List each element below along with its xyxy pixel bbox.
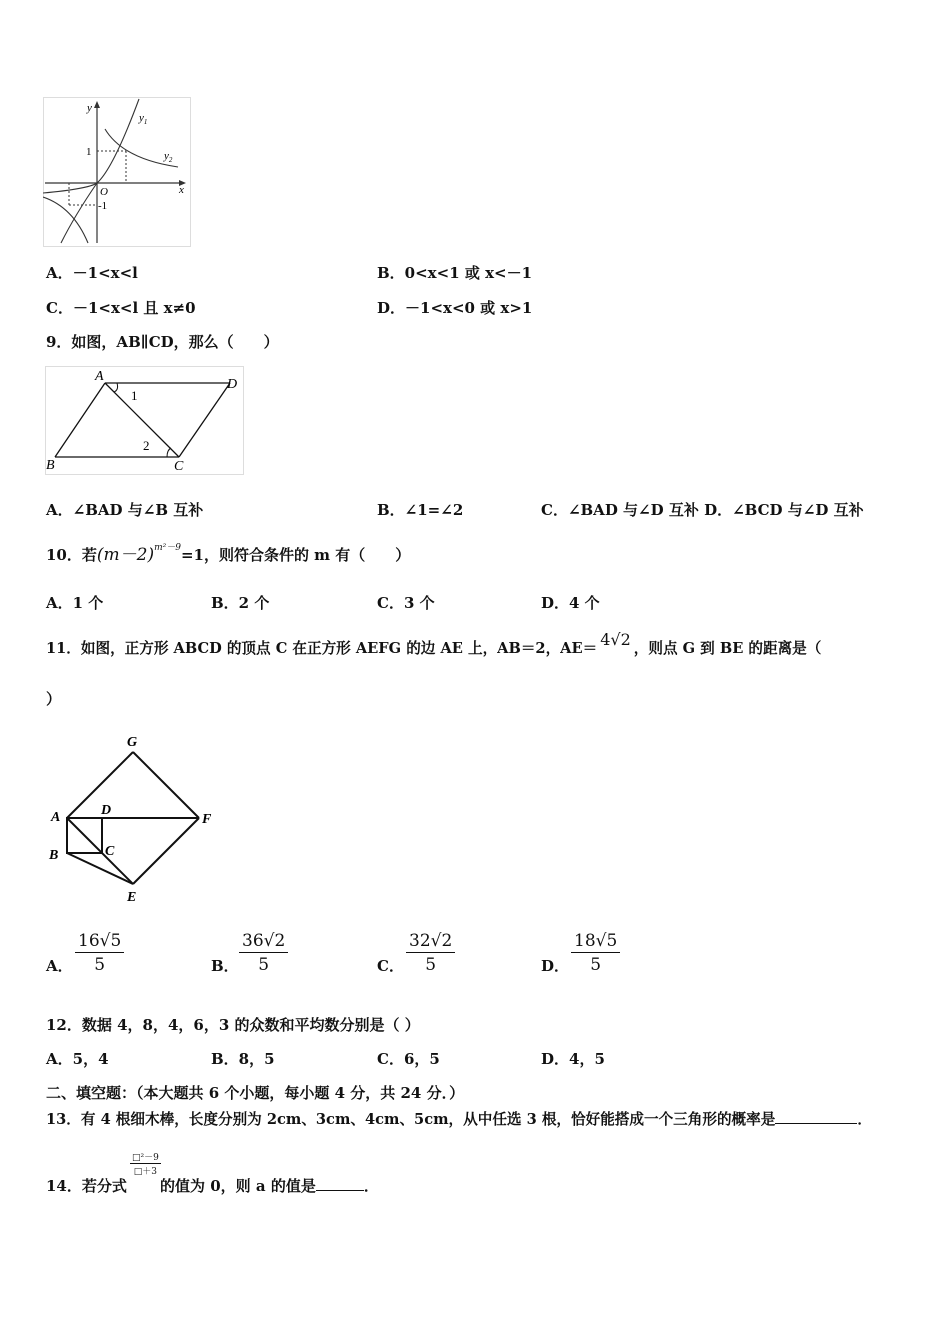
q10-option-a[interactable]: A．1 个 xyxy=(46,594,104,612)
label-angle-2: 2 xyxy=(143,438,150,453)
label-e: E xyxy=(127,890,137,905)
curve-label-y2: $y_2$ xyxy=(164,150,173,164)
q12-option-d[interactable]: D．4，5 xyxy=(541,1050,605,1068)
q11-option-a-numerator: 16√5 xyxy=(75,931,124,953)
q9-parallelogram-figure xyxy=(45,366,245,476)
q12-option-a[interactable]: A．5，4 xyxy=(46,1050,109,1068)
q11-option-b-label[interactable]: B． xyxy=(211,957,239,975)
q14-end: ． xyxy=(363,1177,379,1195)
q9-option-a[interactable]: A．∠BAD 与∠B 互补 xyxy=(46,501,204,519)
q11-option-c-denominator: 5 xyxy=(425,955,437,975)
q8-option-c[interactable]: C．－1<x<l 且 x≠0 xyxy=(46,299,196,317)
q11-option-a-fraction[interactable] xyxy=(75,931,124,975)
label-angle-1: 1 xyxy=(131,388,138,403)
q10-base: (m－2) xyxy=(96,545,155,565)
q11-option-a-denominator: 5 xyxy=(94,955,106,975)
q11-close-paren: ） xyxy=(46,690,62,708)
q14-suffix-line xyxy=(160,1175,379,1196)
label-g: G xyxy=(127,735,138,750)
diagonal-ac xyxy=(105,383,179,457)
q13-answer-blank[interactable] xyxy=(775,1123,857,1124)
square-aefg-ag xyxy=(67,752,133,818)
q12-stem: 12．数据 4，8，4，6，3 的众数和平均数分别是（ ） xyxy=(46,1016,420,1034)
label-a: A xyxy=(95,369,104,384)
label-b: B xyxy=(49,848,59,863)
q10-option-c[interactable]: C．3 个 xyxy=(377,594,435,612)
q10-stem xyxy=(46,540,410,565)
q9-option-cd[interactable]: C．∠BAD 与∠D 互补 D．∠BCD 与∠D 互补 xyxy=(541,501,864,519)
q11-option-d-label[interactable]: D． xyxy=(541,957,570,975)
q10-suffix: =1，则符合条件的 m 有（ ） xyxy=(180,546,411,564)
q11-option-b-denominator: 5 xyxy=(258,955,270,975)
curve-label-y1: $y_1$ xyxy=(139,112,148,126)
q11-option-d-fraction[interactable] xyxy=(571,931,620,975)
label-d: D xyxy=(227,377,238,392)
q14-suffix: 的值为 0，则 a 的值是 xyxy=(160,1177,316,1195)
q11-ae-value: 4√2 xyxy=(600,630,631,649)
y-axis-label: y xyxy=(87,102,92,114)
q11-option-a-label[interactable]: A． xyxy=(46,957,73,975)
square-aefg-gf xyxy=(133,752,199,818)
q11-option-b-numerator: 36√2 xyxy=(239,931,288,953)
q11-option-c-fraction[interactable] xyxy=(406,931,455,975)
segment-cd xyxy=(179,383,230,457)
q9-stem: 9．如图，AB∥CD，那么（ ） xyxy=(46,333,279,351)
q10-option-d[interactable]: D．4 个 xyxy=(541,594,600,612)
label-a: A xyxy=(51,810,61,825)
q11-stem xyxy=(46,630,822,658)
q11-squares-figure xyxy=(45,730,225,905)
q11-stem-end: ，则点 G 到 BE 的距离是（ xyxy=(633,640,822,657)
q11-option-b-fraction[interactable] xyxy=(239,931,288,975)
q11-option-d-numerator: 18√5 xyxy=(571,931,620,953)
square-aefg-fe xyxy=(133,818,199,884)
q11-option-c-label[interactable]: C． xyxy=(377,957,404,975)
segment-ab xyxy=(55,383,105,457)
origin-label: O xyxy=(100,186,108,198)
q8-option-d[interactable]: D．－1<x<0 或 x>1 xyxy=(377,299,533,317)
q13-end: ． xyxy=(857,1111,872,1128)
label-d: D xyxy=(101,803,112,818)
q9-option-b[interactable]: B．∠1=∠2 xyxy=(377,501,464,519)
label-f: F xyxy=(202,812,212,827)
q14-answer-blank[interactable] xyxy=(316,1190,364,1191)
q8-option-b[interactable]: B．0<x<1 或 x<－1 xyxy=(377,264,533,282)
q14-prefix: 14．若分式 xyxy=(46,1177,127,1195)
q14-numerator: □²－9 xyxy=(130,1150,161,1164)
q12-option-b[interactable]: B．8，5 xyxy=(211,1050,275,1068)
curve-y2-lower xyxy=(61,183,97,243)
tick-label-one: 1 xyxy=(86,146,92,158)
label-c: C xyxy=(105,844,115,859)
segment-bc-diag xyxy=(67,818,102,853)
q14-fraction xyxy=(130,1150,161,1177)
label-b: B xyxy=(46,458,55,473)
section-2-title: 二、填空题：（本大题共 6 个小题，每小题 4 分，共 24 分．） xyxy=(46,1084,465,1102)
q12-option-c[interactable]: C．6，5 xyxy=(377,1050,440,1068)
q14-denominator: □＋3 xyxy=(133,1167,158,1177)
q10-exponent: m²－9 xyxy=(154,543,181,553)
q11-option-d-denominator: 5 xyxy=(590,955,602,975)
q8-option-a[interactable]: A．－1<x<l xyxy=(46,264,138,282)
tick-label-neg-one: -1 xyxy=(98,200,108,212)
curve-y1-branch-2 xyxy=(43,197,88,243)
q11-stem-start: 11．如图，正方形 ABCD 的顶点 C 在正方形 AEFG 的边 AE 上，AB＝2，AE＝ xyxy=(46,640,598,657)
q11-option-c-numerator: 32√2 xyxy=(406,931,455,953)
q8-function-graph xyxy=(43,97,191,247)
label-c: C xyxy=(174,459,184,474)
q13-stem xyxy=(46,1108,872,1129)
x-axis-label: x xyxy=(179,184,184,196)
q13-text: 13．有 4 根细木棒，长度分别为 2cm、3cm、4cm、5cm，从中任选 3 根，恰好能搭成一个三角形的概率是 xyxy=(46,1111,776,1128)
q10-option-b[interactable]: B．2 个 xyxy=(211,594,270,612)
q10-prefix: 10．若 xyxy=(46,546,97,564)
segment-be xyxy=(67,853,133,884)
